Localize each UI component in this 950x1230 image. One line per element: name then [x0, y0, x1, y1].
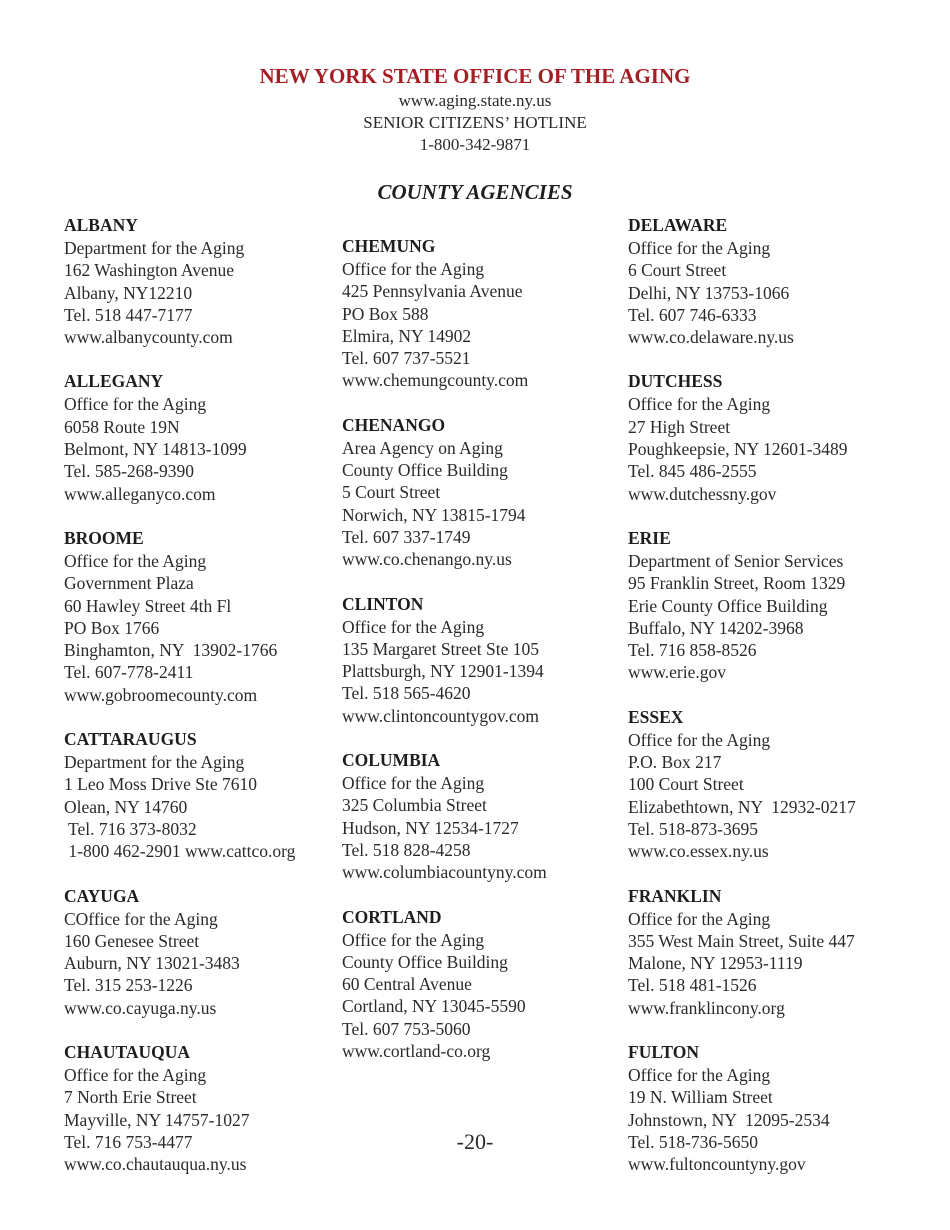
county-detail-line: P.O. Box 217: [628, 752, 722, 773]
county-website[interactable]: www.co.chautauqua.ny.us: [64, 1154, 247, 1175]
county-detail-line: 6 Court Street: [628, 260, 727, 281]
county-name: FRANKLIN: [628, 885, 722, 906]
county-detail-line: Department of Senior Services: [628, 550, 844, 571]
county-detail-line: Office for the Aging: [628, 394, 771, 415]
county-detail-line: Tel. 607 737-5521: [342, 348, 471, 369]
county-website[interactable]: www.co.chenango.ny.us: [342, 549, 512, 570]
county-entry-dutchess: [628, 370, 856, 504]
county-entry-erie: [628, 527, 856, 684]
county-detail-line: 425 Pennsylvania Avenue: [342, 281, 523, 302]
county-entry-cattaraugus: [64, 728, 295, 862]
county-detail-line: Tel. 315 253-1226: [64, 975, 193, 996]
county-website[interactable]: 1-800 462-2901 www.cattco.org: [64, 841, 296, 862]
county-detail-line: Tel. 607 746-6333: [628, 304, 757, 325]
county-name: ALBANY: [64, 215, 138, 235]
hotline-label: SENIOR CITIZENS’ HOTLINE: [363, 113, 587, 132]
county-detail-line: 5 Court Street: [342, 482, 441, 503]
county-detail-line: Tel. 518 481-1526: [628, 975, 757, 996]
county-website[interactable]: www.co.delaware.ny.us: [628, 327, 794, 348]
county-detail-line: Tel. 518 828-4258: [342, 839, 471, 860]
county-website[interactable]: www.chemungcounty.com: [342, 370, 529, 391]
county-detail-line: Malone, NY 12953-1119: [628, 953, 803, 974]
county-detail-line: Tel. 518-873-3695: [628, 818, 759, 839]
county-detail-line: 325 Columbia Street: [342, 795, 487, 816]
county-detail-line: Office for the Aging: [342, 616, 485, 637]
county-name: ALLEGANY: [64, 371, 164, 392]
county-entry-chemung: [342, 235, 547, 392]
county-website[interactable]: www.franklincony.org: [628, 997, 785, 1018]
county-website[interactable]: www.columbiacountyny.com: [342, 862, 547, 883]
county-detail-line: Mayville, NY 14757-1027: [64, 1109, 250, 1130]
county-detail-line: Office for the Aging: [64, 394, 207, 415]
county-detail-line: Buffalo, NY 14202-3968: [628, 617, 804, 638]
agency-column-3: [628, 214, 856, 1198]
county-name: CORTLAND: [342, 906, 442, 927]
page-header: [0, 62, 950, 156]
county-name: DUTCHESS: [628, 371, 723, 392]
county-website[interactable]: www.clintoncountygov.com: [342, 705, 540, 726]
county-name: CHAUTAUQUA: [64, 1042, 191, 1063]
county-detail-line: Tel. 518 447-7177: [64, 304, 193, 325]
county-detail-line: Tel. 607 337-1749: [342, 526, 471, 547]
county-website[interactable]: www.co.essex.ny.us: [628, 841, 769, 862]
county-entry-delaware: [628, 214, 856, 348]
county-detail-line: 100 Court Street: [628, 774, 744, 795]
county-entry-chenango: [342, 414, 547, 571]
county-detail-line: Office for the Aging: [628, 729, 771, 750]
county-detail-line: County Office Building: [342, 460, 508, 481]
county-detail-line: Elizabethtown, NY 12932-0217: [628, 796, 856, 817]
county-detail-line: PO Box 1766: [64, 617, 160, 638]
county-detail-line: Olean, NY 14760: [64, 796, 188, 817]
county-website[interactable]: www.cortland-co.org: [342, 1041, 491, 1062]
county-entry-albany: [64, 214, 295, 348]
county-entry-cayuga: [64, 885, 295, 1019]
county-entry-franklin: [628, 885, 856, 1019]
county-name: DELAWARE: [628, 215, 728, 235]
county-detail-line: 60 Central Avenue: [342, 974, 472, 995]
county-detail-line: Belmont, NY 14813-1099: [64, 439, 247, 460]
county-detail-line: Tel. 845 486-2555: [628, 461, 757, 482]
agency-column-1: [64, 214, 295, 1198]
county-entry-essex: [628, 706, 856, 863]
section-title: COUNTY AGENCIES: [377, 180, 573, 204]
county-name: FULTON: [628, 1042, 699, 1063]
county-detail-line: 355 West Main Street, Suite 447: [628, 930, 855, 951]
county-detail-line: Tel. 518-736-5650: [628, 1131, 759, 1152]
county-detail-line: Tel. 716 373-8032: [64, 818, 197, 839]
county-name: ESSEX: [628, 706, 684, 727]
agency-column-2: [342, 235, 547, 1084]
county-detail-line: Office for the Aging: [342, 259, 485, 279]
county-website[interactable]: www.co.cayuga.ny.us: [64, 997, 217, 1018]
county-detail-line: Poughkeepsie, NY 12601-3489: [628, 439, 848, 460]
county-detail-line: Office for the Aging: [342, 929, 485, 950]
county-detail-line: Tel. 518 565-4620: [342, 683, 471, 704]
county-entry-columbia: [342, 749, 547, 883]
county-detail-line: Tel. 607-778-2411: [64, 662, 194, 683]
hotline-phone: 1-800-342-9871: [419, 135, 531, 154]
county-detail-line: PO Box 588: [342, 303, 429, 324]
county-entry-cortland: [342, 906, 547, 1063]
county-website[interactable]: www.gobroomecounty.com: [64, 684, 258, 705]
county-name: BROOME: [64, 527, 144, 548]
county-detail-line: Tel. 716 858-8526: [628, 640, 757, 661]
county-detail-line: Binghamton, NY 13902-1766: [64, 640, 278, 661]
county-detail-line: Johnstown, NY 12095-2534: [628, 1109, 830, 1130]
county-detail-line: Department for the Aging: [64, 238, 245, 258]
county-detail-line: Government Plaza: [64, 573, 194, 594]
county-detail-line: 27 High Street: [628, 416, 731, 437]
county-name: CLINTON: [342, 593, 424, 614]
county-entry-clinton: [342, 593, 547, 727]
county-detail-line: Tel. 585-268-9390: [64, 461, 195, 482]
county-name: ERIE: [628, 527, 671, 548]
county-website[interactable]: www.erie.gov: [628, 662, 727, 683]
county-name: COLUMBIA: [342, 750, 441, 771]
county-detail-line: 60 Hawley Street 4th Fl: [64, 595, 232, 616]
county-detail-line: Office for the Aging: [628, 238, 771, 258]
county-detail-line: 7 North Erie Street: [64, 1087, 197, 1108]
county-detail-line: 162 Washington Avenue: [64, 260, 235, 281]
county-detail-line: 19 N. William Street: [628, 1087, 773, 1108]
county-detail-line: Office for the Aging: [628, 1065, 771, 1086]
county-detail-line: Auburn, NY 13021-3483: [64, 953, 240, 974]
county-website[interactable]: www.alleganyco.com: [64, 483, 216, 504]
county-detail-line: 135 Margaret Street Ste 105: [342, 638, 539, 659]
county-entry-allegany: [64, 370, 295, 504]
county-detail-line: Erie County Office Building: [628, 595, 828, 616]
county-detail-line: Elmira, NY 14902: [342, 325, 472, 346]
county-detail-line: 160 Genesee Street: [64, 930, 200, 951]
county-detail-line: Office for the Aging: [64, 550, 207, 571]
county-detail-line: Norwich, NY 13815-1794: [342, 504, 526, 525]
county-detail-line: Plattsburgh, NY 12901-1394: [342, 661, 544, 682]
page-number: -20-: [456, 1129, 494, 1154]
county-detail-line: 95 Franklin Street, Room 1329: [628, 573, 846, 594]
county-detail-line: Albany, NY12210: [64, 282, 193, 303]
county-website[interactable]: www.dutchessny.gov: [628, 483, 777, 504]
county-detail-line: Cortland, NY 13045-5590: [342, 996, 526, 1017]
county-detail-line: Tel. 607 753-5060: [342, 1018, 471, 1039]
county-name: CHEMUNG: [342, 236, 436, 256]
page-title: NEW YORK STATE OFFICE OF THE AGING: [259, 64, 691, 88]
county-detail-line: Office for the Aging: [628, 908, 771, 929]
county-name: CAYUGA: [64, 885, 140, 906]
county-name: CATTARAUGUS: [64, 729, 197, 750]
county-detail-line: Hudson, NY 12534-1727: [342, 817, 519, 838]
county-detail-line: County Office Building: [342, 951, 508, 972]
county-website[interactable]: www.fultoncountyny.gov: [628, 1154, 806, 1175]
website-link[interactable]: www.aging.state.ny.us: [398, 91, 552, 110]
county-detail-line: Delhi, NY 13753-1066: [628, 282, 790, 303]
county-detail-line: Tel. 716 753-4477: [64, 1131, 193, 1152]
county-detail-line: 1 Leo Moss Drive Ste 7610: [64, 774, 257, 795]
county-detail-line: 6058 Route 19N: [64, 416, 180, 437]
county-website[interactable]: www.albanycounty.com: [64, 327, 233, 348]
county-detail-line: Office for the Aging: [64, 1065, 207, 1086]
county-entry-broome: [64, 527, 295, 706]
county-detail-line: Area Agency on Aging: [342, 437, 503, 458]
county-detail-line: COffice for the Aging: [64, 908, 218, 929]
county-detail-line: Office for the Aging: [342, 773, 485, 794]
county-name: CHENANGO: [342, 414, 446, 435]
county-detail-line: Department for the Aging: [64, 752, 245, 773]
